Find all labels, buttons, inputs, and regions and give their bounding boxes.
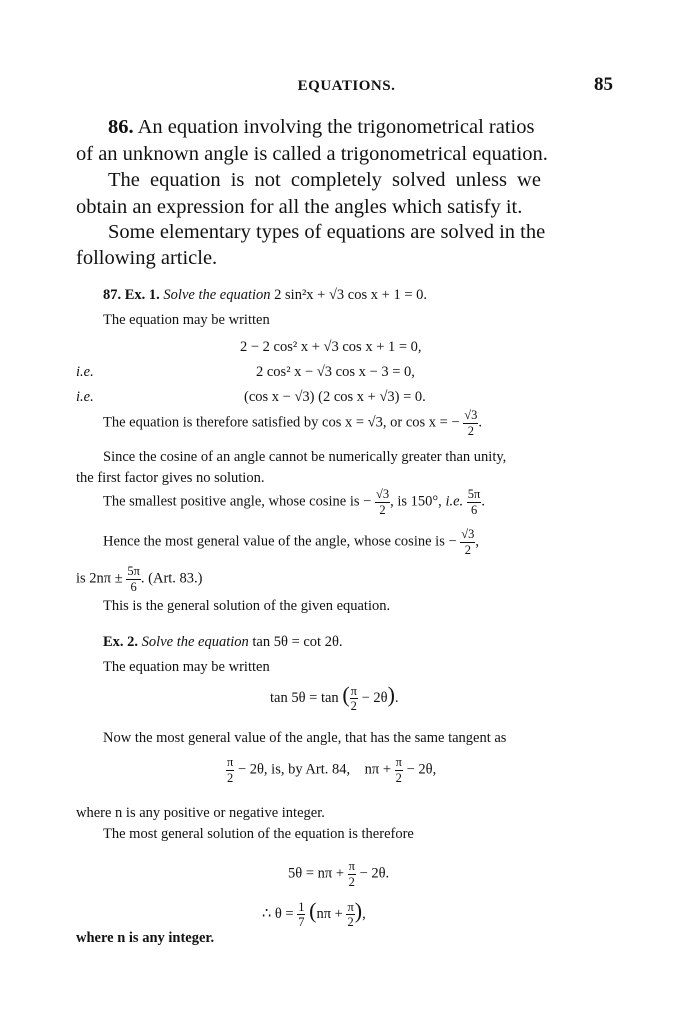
fraction-denominator: 6: [470, 502, 478, 517]
ex2-eq-2: [226, 756, 436, 784]
ex1-ie-2: i.e.: [76, 389, 94, 405]
left-paren: (: [309, 898, 317, 923]
ex1-since-2: the first factor gives no solution.: [76, 470, 265, 486]
article-number-87: 87.: [103, 287, 122, 303]
fraction-numerator: π: [348, 859, 355, 873]
fraction-numerator: 5π: [467, 487, 481, 501]
running-header: EQUATIONS.: [297, 78, 396, 94]
ex2-eq-2-text: − 2θ, is, by Art. 84,: [237, 761, 351, 778]
ex1-heading: [103, 287, 427, 304]
ex2-heading: [103, 634, 343, 651]
ex1-smallest-value: , is 150°,: [390, 493, 446, 510]
fraction-denominator: 2: [467, 423, 474, 438]
ex1-is-general: [76, 565, 203, 593]
ex2-label: Ex. 2.: [103, 634, 139, 650]
fraction-denominator: 2: [464, 542, 471, 557]
ex2-eq-1: tan 5θ = tan ( $\frac{\pi}{2}$ − 2θ).: [270, 682, 399, 714]
fraction-numerator: √3: [464, 408, 478, 422]
fraction-5pi-over-6: [126, 565, 141, 593]
fraction-1-over-7: [297, 901, 305, 929]
fraction-root3-over-2: [460, 528, 475, 556]
ex2-eq-3-left: 5θ = nπ +: [288, 865, 344, 882]
art86-line-2-text: of an unknown angle is called a: [76, 143, 341, 165]
fraction-denominator: 7: [298, 915, 305, 930]
ex1-smallest-text: The smallest positive angle, whose cosine is −: [103, 493, 372, 510]
ex1-satisfied-text: The equation is therefore satisfied by cos x = √3, or cos x = −: [103, 414, 460, 431]
ex2-eq-2-general: nπ +: [364, 761, 392, 778]
ex2-may-be-written: The equation may be written: [103, 659, 270, 675]
ex2-now: Now the most general value of the angle, that has the same tangent as: [103, 730, 507, 746]
page-number: 85: [594, 74, 613, 95]
ex1-task: Solve the equation: [163, 287, 271, 303]
fraction-numerator: 1: [298, 899, 305, 914]
fraction-denominator: 2: [395, 770, 402, 785]
right-paren: ): [354, 898, 363, 923]
ex1-eq-2: 2 cos² x − √3 cos x − 3 = 0,: [256, 364, 415, 380]
fraction-pi-over-2: [346, 901, 354, 929]
ex1-equation: 2 sin²x + √3 cos x + 1 = 0.: [274, 287, 427, 303]
fraction-5pi-over-6: [467, 488, 482, 516]
fraction-denominator: 2: [379, 502, 386, 517]
definition-term: trigonometrical equation.: [340, 143, 548, 165]
art86-line-5: Some elementary types of equations are solved in the: [108, 221, 546, 243]
ex1-general-solution: This is the general solution of the given equation.: [103, 598, 391, 614]
left-paren: (: [342, 682, 350, 707]
art86-line-2: [76, 143, 548, 166]
fraction-root3-over-2: [463, 409, 478, 437]
ex1-ie-1: i.e.: [76, 364, 94, 380]
fraction-denominator: 2: [348, 874, 355, 889]
ex1-satisfied: The equation is therefore satisfied by cos x = √3, or cos x = − $\frac{√3}{2}$ .: [103, 408, 483, 438]
ex2-where-2: where n is any integer.: [76, 930, 215, 946]
art86-line-1-text: An equation involving the trigonometrical ratios: [137, 116, 535, 138]
fraction-pi-over-2: [348, 860, 356, 888]
ex1-hence: Hence the most general value of the angle, whose cosine is − $\frac{√3}{2}$ ,: [103, 527, 480, 557]
fraction-root3-over-2: [375, 488, 390, 516]
fraction-denominator: 2: [350, 699, 357, 714]
right-paren: ): [387, 682, 395, 707]
ex2-eq-4: ∴ θ = $\frac{1}{7}$ (nπ + $\frac{\pi}{2}$ ),: [262, 898, 366, 930]
art86-line-4: obtain an expression for all the angles which satisfy it.: [76, 196, 523, 218]
ex1-smallest-angle: The smallest positive angle, whose cosine is − $\frac{√3}{2}$ , is 150°, i.e. $\frac{5\pi}{6}$ .: [103, 487, 485, 517]
ex2-most-general: The most general solution of the equation is therefore: [103, 826, 414, 842]
fraction-denominator: 2: [347, 915, 354, 930]
art86-line-1: [108, 116, 534, 139]
ex2-eq-1-right: − 2θ: [361, 690, 388, 706]
ex1-art-ref: . (Art. 83.): [140, 570, 203, 587]
ex1-since-1: Since the cosine of an angle cannot be numerically greater than unity,: [103, 449, 507, 465]
fraction-numerator: π: [227, 755, 234, 769]
fraction-numerator: √3: [461, 527, 475, 541]
ex1-eq-3: (cos x − √3) (2 cos x + √3) = 0.: [244, 389, 426, 405]
ex1-hence-text: Hence the most general value of the angle, whose cosine is −: [103, 533, 457, 550]
ex1-ie-3: i.e.: [445, 493, 464, 510]
fraction-pi-over-2: [226, 756, 234, 784]
ex2-eq-3: [288, 860, 389, 888]
fraction-denominator: 2: [227, 770, 234, 785]
fraction-denominator: 6: [130, 579, 137, 594]
fraction-numerator: π: [395, 755, 402, 769]
ex1-may-be-written: The equation may be written: [103, 312, 270, 328]
article-number-86: 86.: [108, 116, 134, 138]
fraction-numerator: π: [347, 899, 354, 914]
ex2-task: Solve the equation: [141, 634, 249, 650]
ex2-eq-1-left: tan 5θ = tan: [270, 690, 339, 706]
art86-line-6: following article.: [76, 247, 218, 269]
ex1-label: Ex. 1.: [124, 287, 160, 303]
fraction-pi-over-2: [350, 685, 358, 713]
ex1-eq-1: 2 − 2 cos² x + √3 cos x + 1 = 0,: [240, 339, 422, 355]
ex2-equation: tan 5θ = cot 2θ.: [252, 634, 343, 650]
ex2-eq-4-left: ∴ θ =: [262, 906, 294, 922]
fraction-pi-over-2: [395, 756, 403, 784]
fraction-numerator: π: [350, 683, 357, 698]
ex1-is-text: is 2nπ ±: [76, 570, 123, 587]
ex2-eq-4-inner: nπ +: [316, 906, 343, 922]
ex2-eq-3-right: − 2θ.: [359, 865, 390, 882]
ex2-eq-2-tail: − 2θ,: [406, 761, 437, 778]
fraction-numerator: √3: [375, 487, 390, 501]
fraction-numerator: 5π: [127, 564, 140, 578]
art86-line-3: The equation is not completely solved unless we: [108, 169, 541, 191]
ex2-where-1: where n is any positive or negative integer.: [76, 805, 325, 821]
